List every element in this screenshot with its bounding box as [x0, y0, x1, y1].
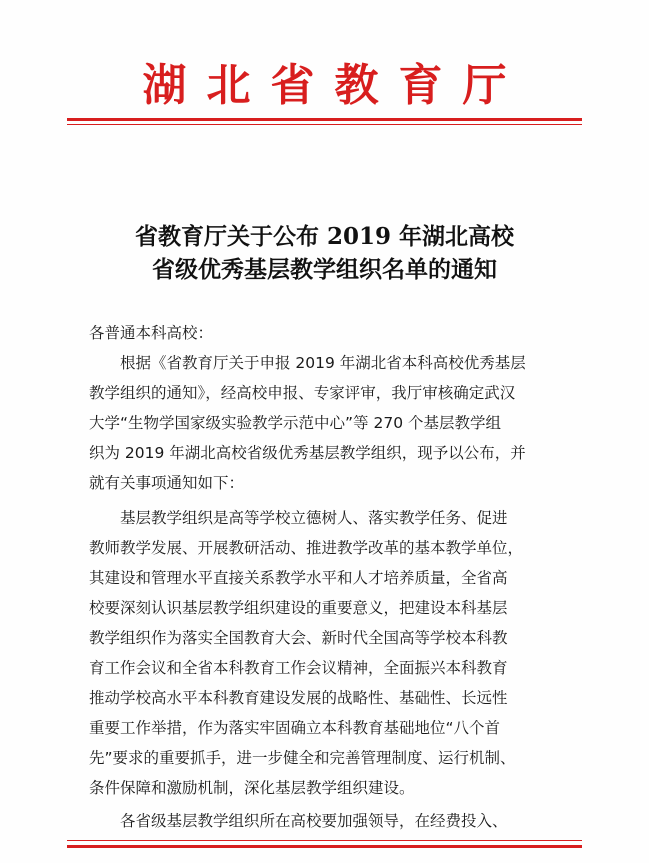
- letterhead-red-rule-thick: [67, 118, 582, 121]
- paragraph-2-line-3: 其建设和管理水平直接关系教学水平和人才培养质量，全省高: [89, 569, 508, 587]
- salutation: 各普通本科高校：: [89, 324, 214, 342]
- paragraph-2-line-5: 教学组织作为落实全国教育大会、新时代全国高等学校本科教: [89, 629, 508, 647]
- paragraph-1-line-1: 根据《省教育厅关于申报 2019 年湖北省本科高校优秀基层: [120, 354, 526, 372]
- paragraph-2-line-4: 校要深刻认识基层教学组织建设的重要意义，把建设本科基层: [89, 599, 508, 617]
- notice-title-line-1: 省教育厅关于公布 2019 年湖北高校: [134, 223, 515, 250]
- paragraph-1-line-2: 教学组织的通知》，经高校申报、专家评审，我厅审核确定武汉: [89, 384, 516, 402]
- footer-red-rule-thick: [67, 845, 582, 848]
- paragraph-2-line-9: 先”要求的重要抓手，进一步健全和完善管理制度、运行机制、: [89, 749, 516, 767]
- paragraph-1-line-4: 织为 2019 年湖北高校省级优秀基层教学组织，现予以公布，并: [89, 444, 526, 462]
- notice-title-line-2: 省级优秀基层教学组织名单的通知: [152, 256, 497, 283]
- paragraph-1-line-5: 就有关事项通知如下：: [89, 474, 245, 492]
- paragraph-3-line-1: 各省级基层教学组织所在高校要加强领导，在经费投入、: [120, 812, 508, 830]
- paragraph-1-line-3: 大学“生物学国家级实验教学示范中心”等 270 个基层教学组: [89, 414, 502, 432]
- issuer-letterhead: 湖北省教育厅: [142, 60, 527, 111]
- paragraph-2-line-8: 重要工作举措，作为落实牢固确立本科教育基础地位“八个首: [89, 719, 501, 737]
- footer-red-rule-thin: [67, 840, 582, 841]
- paragraph-2-line-7: 推动学校高水平本科教育建设发展的战略性、基础性、长远性: [89, 689, 508, 707]
- paragraph-2-line-6: 育工作会议和全省本科教育工作会议精神，全面振兴本科教育: [89, 659, 508, 677]
- letterhead-red-rule-thin: [67, 124, 582, 125]
- paragraph-2-line-2: 教师教学发展、开展教研活动、推进教学改革的基本教学单位，: [89, 539, 524, 557]
- paragraph-2-line-10: 条件保障和激励机制，深化基层教学组织建设。: [89, 779, 415, 797]
- paragraph-2-line-1: 基层教学组织是高等学校立德树人、落实教学任务、促进: [120, 509, 508, 527]
